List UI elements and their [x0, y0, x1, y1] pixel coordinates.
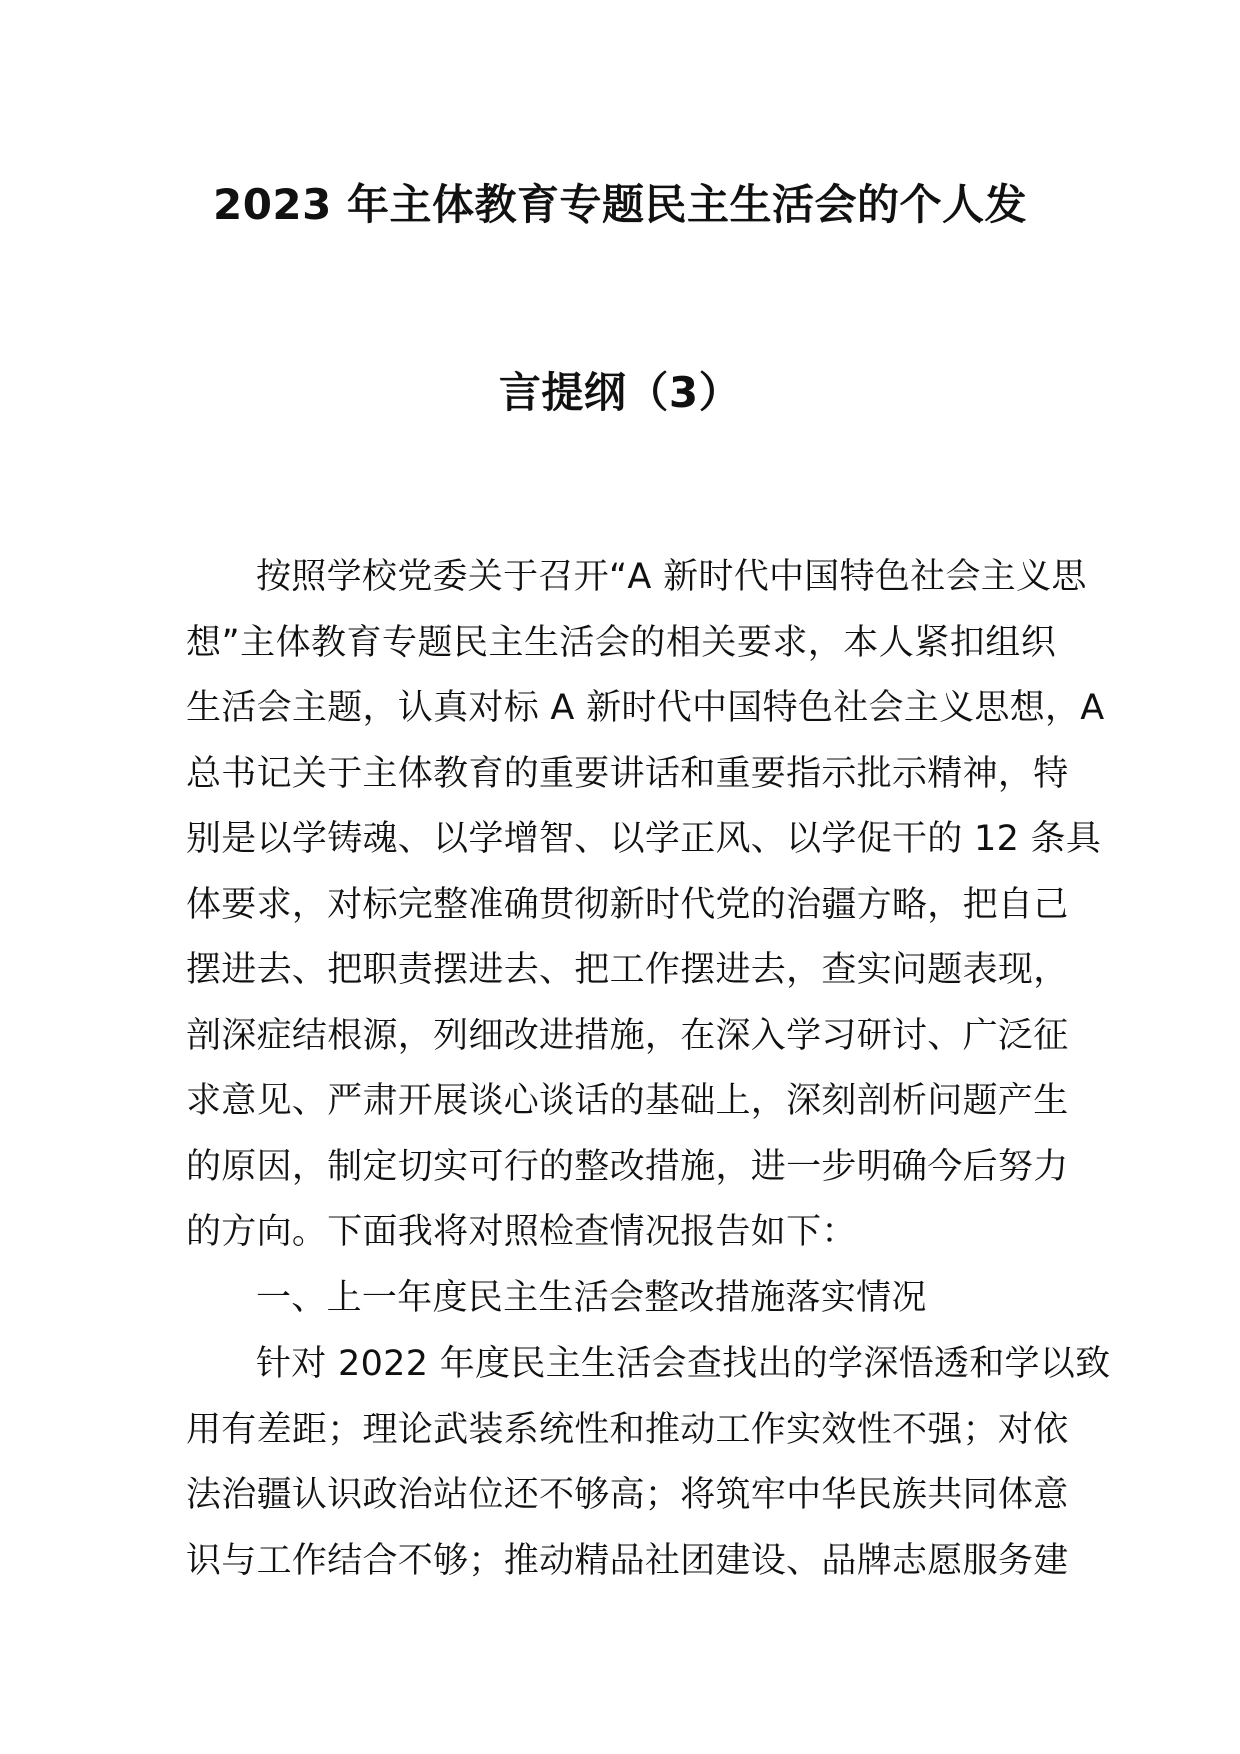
intro-paragraph: [186, 545, 1105, 1266]
section-paragraph-line: 识与工作结合不够；推动精品社团建设、品牌志愿服务建: [186, 1540, 1069, 1581]
intro-paragraph-line: 按照学校党委关于召开“A 新时代中国特色社会主义思: [256, 557, 1087, 597]
section-paragraph-line: 针对 2022 年度民主生活会查找出的学深悟透和学以致: [256, 1344, 1111, 1384]
intro-paragraph-line: 总书记关于主体教育的重要讲话和重要指示批示精神，特: [186, 753, 1069, 794]
intro-paragraph-line: 的方向。下面我将对照检查情况报告如下：: [186, 1212, 857, 1252]
intro-paragraph-line: 剖深症结根源，列细改进措施，在深入学习研讨、广泛征: [186, 1015, 1069, 1056]
document-title-line-2: 言提纲（3）: [498, 368, 742, 417]
intro-paragraph-line: 想”主体教育专题民主生活会的相关要求，本人紧扣组织: [186, 622, 1056, 663]
section-paragraph-line: 用有差距；理论武装系统性和推动工作实效性不强；对依: [186, 1409, 1069, 1450]
intro-paragraph-line: 的原因，制定切实可行的整改措施，进一步明确今后努力: [186, 1146, 1069, 1187]
section-paragraph-line: 法治疆认识政治站位还不够高；将筑牢中华民族共同体意: [186, 1475, 1069, 1515]
intro-paragraph-line: 体要求，对标完整准确贯彻新时代党的治疆方略，把自己: [186, 884, 1069, 925]
intro-paragraph-line: 生活会主题，认真对标 A 新时代中国特色社会主义思想，A: [186, 688, 1105, 728]
document-title-line-1: 2023 年主体教育专题民主生活会的个人发: [212, 180, 1028, 229]
section-1-paragraph: [186, 1332, 1111, 1594]
intro-paragraph-line: 别是以学铸魂、以学增智、以学正风、以学促干的 12 条具: [186, 819, 1102, 859]
section-heading-text: 一、上一年度民主生活会整改措施落实情况: [256, 1278, 927, 1318]
intro-paragraph-line: 求意见、严肃开展谈心谈话的基础上，深刻剖析问题产生: [186, 1081, 1069, 1121]
section-heading-1: [186, 1266, 1056, 1332]
intro-paragraph-line: 摆进去、把职责摆进去、把工作摆进去，查实问题表现，: [186, 950, 1069, 990]
